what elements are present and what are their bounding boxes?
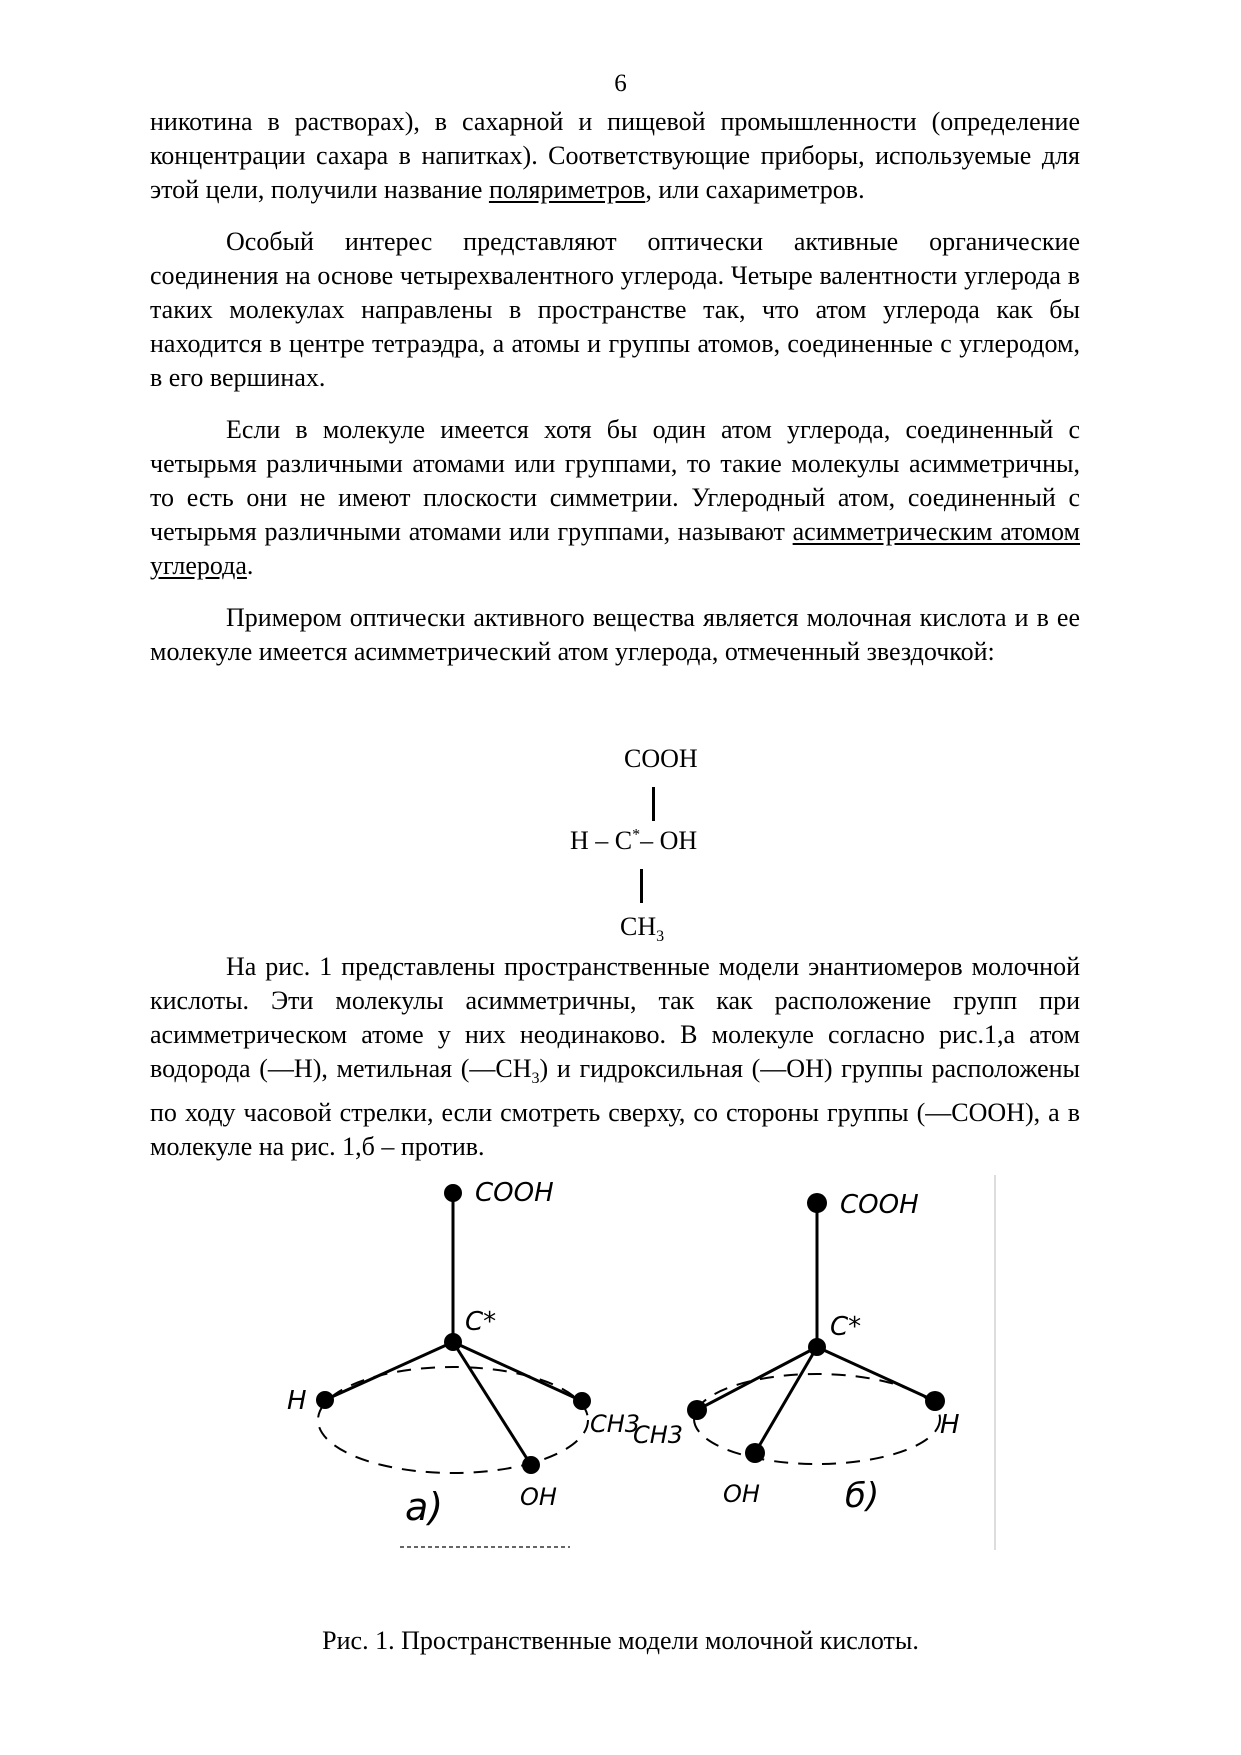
formula-middle-row: H – C*– OH xyxy=(570,826,698,855)
model-b-atom-ch3 xyxy=(687,1400,707,1420)
model-a-atom-ch3 xyxy=(573,1392,591,1410)
model-b-label-oh: OH xyxy=(723,1480,760,1508)
formula-bottom-base: CH xyxy=(620,912,657,941)
model-a-rotation-circle xyxy=(318,1367,588,1473)
model-a-atom-oh xyxy=(522,1456,540,1474)
paragraph-3-end: . xyxy=(246,551,254,580)
model-a-label-h: H xyxy=(287,1386,307,1416)
formula-bond-bottom xyxy=(640,869,643,903)
model-a-label-ch3: CH3 xyxy=(590,1410,641,1438)
paragraph-5-subscript: 3 xyxy=(531,1070,540,1088)
model-b xyxy=(633,1190,960,1516)
model-b-label-ch3: CH3 xyxy=(633,1421,684,1449)
paragraph-5-text: На рис. 1 представлены пространственные модели энантиомеров молочной кислоты. Эти молекулы асимметричны, так как расположение групп при асимметрическом атоме у них неодинаково. В молекуле согласно рис.1,а атом водорода (—H), метильная (—CH xyxy=(150,952,1080,1083)
model-b-label: б) xyxy=(845,1476,880,1516)
formula-left-atom: H xyxy=(570,826,589,855)
paragraph-3-text: Если в молекуле имеется хотя бы один атом углерода, соединенный с четырьмя различными атомами или группами, то такие молекулы асимметричны, то есть они не имеют плоскости симметрии. Углеродный атом, соединенный с четырьмя различными атомами или группами, называют xyxy=(150,415,1080,546)
model-a-label-oh: OH xyxy=(520,1483,557,1511)
model-a-label-c: C* xyxy=(465,1307,497,1337)
model-b-atom-c xyxy=(808,1338,826,1356)
formula-bottom-group xyxy=(620,912,664,946)
paragraph-4: Примером оптически активного вещества является молочная кислота и в ее молекуле имеется асимметрический атом углерода, отмеченный звездочкой: xyxy=(150,603,1080,666)
model-b-label-c: C* xyxy=(830,1312,862,1342)
figure-caption: Рис. 1. Пространственные модели молочной кислоты. xyxy=(322,1626,919,1655)
model-b-atom-h xyxy=(925,1391,945,1411)
paragraph-1-text: никотина в растворах), в сахарной и пищевой промышленности (определение концентрации сахара в напитках). Соответствующие приборы, используемые для этой цели, получили название xyxy=(150,107,1080,204)
formula-center-atom: C xyxy=(614,826,633,855)
paragraph-1-end: , или сахариметров. xyxy=(645,175,865,204)
model-a xyxy=(287,1178,640,1529)
formula-bond-top xyxy=(652,787,655,821)
model-a-atom-c xyxy=(444,1333,462,1351)
page-number: 6 xyxy=(614,70,627,97)
paragraph-2: Особый интерес представляют оптически активные органические соединения на основе четырехвалентного углерода. Четыре валентности углерода в таких молекулах направлены в пространстве так, что атом углерода как бы находится в центре тетраэдра, а атомы и группы атомов, соединенные с углеродом, в его вершинах. xyxy=(150,227,1080,392)
model-a-atom-cooh xyxy=(444,1184,462,1202)
term-asymmetric-carbon: асимметрическим атомом углерода xyxy=(150,517,1081,580)
paragraph-1 xyxy=(150,105,1080,207)
body-text-upper xyxy=(150,105,1080,687)
term-polarimeters: поляриметров xyxy=(488,175,646,204)
model-a-bond-h xyxy=(325,1342,453,1400)
paragraph-5 xyxy=(150,950,1080,1164)
model-b-label-h: H xyxy=(940,1410,960,1440)
model-b-label-cooh: COOH xyxy=(840,1190,919,1220)
formula-bottom-sub: 3 xyxy=(656,928,665,946)
paragraph-3 xyxy=(150,413,1080,583)
model-a-label-cooh: COOH xyxy=(475,1178,554,1208)
lactic-acid-formula xyxy=(150,734,1080,946)
enantiomer-models-figure xyxy=(265,1175,1045,1565)
model-a-atom-h xyxy=(316,1391,334,1409)
model-b-rotation-circle xyxy=(694,1374,940,1464)
formula-asterisk: * xyxy=(632,826,641,844)
formula-top-group: COOH xyxy=(624,744,698,773)
paragraph-5-end: ) и гидроксильная (—OH) группы расположены по ходу часовой стрелки, если смотреть сверху, со стороны группы (—COOH), а в молекуле на рис. 1,б – против. xyxy=(150,1054,1081,1162)
model-b-atom-cooh xyxy=(807,1193,827,1213)
formula-right-group: OH xyxy=(659,826,698,855)
model-a-label: а) xyxy=(405,1485,444,1529)
body-text-lower xyxy=(150,950,1080,1182)
model-b-atom-oh xyxy=(745,1443,765,1463)
